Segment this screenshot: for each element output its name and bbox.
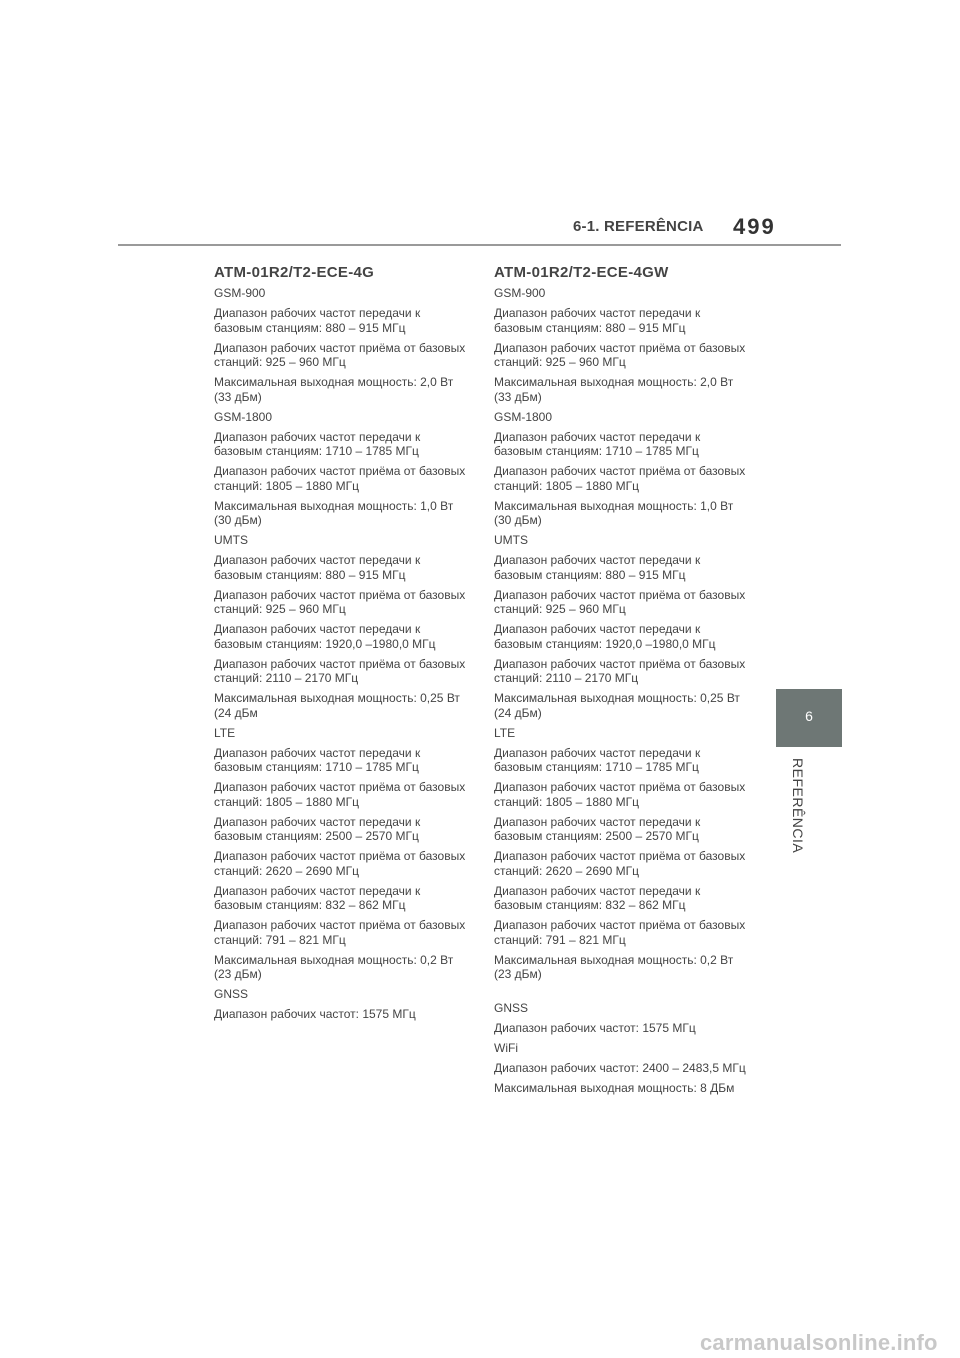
paragraph: Диапазон рабочих частот передачи к базовым станциям: 2500 – 2570 МГц (494, 814, 701, 843)
paragraph: Диапазон рабочих частот передачи к базовым станциям: 1710 – 1785 МГц (214, 429, 421, 458)
paragraph: Диапазон рабочих частот: 2400 – 2483,5 МГц (494, 1060, 746, 1075)
paragraph: LTE (494, 725, 516, 740)
paragraph: Диапазон рабочих частот приёма от базовых станций: 925 – 960 МГц (214, 587, 466, 616)
paragraph: GNSS (214, 987, 249, 1001)
paragraph: Максимальная выходная мощность: 8 ДБм (494, 1080, 735, 1095)
left-column (214, 264, 466, 1027)
paragraph: Диапазон рабочих частот приёма от базовых станций: 1805 – 1880 МГц (494, 780, 746, 809)
paragraph: Диапазон рабочих частот приёма от базовых станций: 791 – 821 МГц (214, 918, 466, 947)
paragraph: Диапазон рабочих частот приёма от базовых станций: 925 – 960 МГц (494, 587, 746, 616)
paragraph: Максимальная выходная мощность: 0,2 Вт (23 дБм) (494, 952, 734, 981)
paragraph: Диапазон рабочих частот передачи к базовым станциям: 2500 – 2570 МГц (214, 814, 421, 843)
paragraph: Диапазон рабочих частот передачи к базовым станциям: 880 – 915 МГц (214, 306, 421, 335)
paragraph: Диапазон рабочих частот передачи к базовым станциям: 832 – 862 МГц (214, 883, 421, 912)
page-number: 499 (733, 214, 776, 239)
right-column-title: ATM-01R2/T2-ECE-4GW (494, 264, 669, 281)
paragraph: Максимальная выходная мощность: 1,0 Вт (30 дБм) (494, 498, 734, 527)
paragraph: Диапазон рабочих частот передачи к базовым станциям: 1710 – 1785 МГц (494, 429, 701, 458)
paragraph: GSM-900 (494, 286, 546, 300)
paragraph: Диапазон рабочих частот передачи к базовым станциям: 1710 – 1785 МГц (214, 745, 421, 774)
paragraph: Диапазон рабочих частот передачи к базовым станциям: 1920,0 –1980,0 МГц (494, 622, 716, 651)
paragraph: Диапазон рабочих частот приёма от базовых станций: 2110 – 2170 МГц (494, 656, 746, 685)
paragraph: Максимальная выходная мощность: 0,2 Вт (23 дБм) (214, 952, 454, 981)
paragraph: Диапазон рабочих частот приёма от базовых станций: 925 – 960 МГц (214, 340, 466, 369)
paragraph: Максимальная выходная мощность: 2,0 Вт (33 дБм) (214, 375, 454, 404)
paragraph: Диапазон рабочих частот передачи к базовым станциям: 880 – 915 МГц (494, 553, 701, 582)
paragraph: Диапазон рабочих частот приёма от базовых станций: 2620 – 2690 МГц (214, 849, 466, 878)
paragraph: Диапазон рабочих частот приёма от базовых станций: 2620 – 2690 МГц (494, 849, 746, 878)
paragraph: Максимальная выходная мощность: 0,25 Вт (24 дБм) (494, 691, 740, 720)
paragraph: GSM-900 (214, 286, 266, 300)
paragraph: GSM-1800 (214, 409, 273, 424)
paragraph: Диапазон рабочих частот: 1575 МГц (494, 1020, 696, 1035)
paragraph: Диапазон рабочих частот приёма от базовых станций: 1805 – 1880 МГц (214, 780, 466, 809)
paragraph: UMTS (494, 533, 528, 547)
paragraph: Диапазон рабочих частот приёма от базовых станций: 1805 – 1880 МГц (494, 464, 746, 493)
paragraph: Диапазон рабочих частот приёма от базовых станций: 2110 – 2170 МГц (214, 656, 466, 685)
paragraph: Диапазон рабочих частот приёма от базовых станций: 925 – 960 МГц (494, 340, 746, 369)
header-divider (118, 244, 841, 246)
paragraph: Диапазон рабочих частот передачи к базовым станциям: 880 – 915 МГц (214, 553, 421, 582)
paragraph: UMTS (214, 533, 248, 547)
chapter-label (784, 758, 806, 878)
paragraph: Максимальная выходная мощность: 2,0 Вт (33 дБм) (494, 375, 734, 404)
left-column-title: ATM-01R2/T2-ECE-4G (214, 264, 375, 281)
paragraph: Диапазон рабочих частот приёма от базовых станций: 1805 – 1880 МГц (214, 464, 466, 493)
chapter-number: 6 (805, 708, 813, 724)
paragraph: GNSS (494, 1000, 529, 1015)
paragraph: WiFi (494, 1040, 518, 1055)
paragraph: Диапазон рабочих частот передачи к базовым станциям: 880 – 915 МГц (494, 306, 701, 335)
paragraph: Диапазон рабочих частот передачи к базовым станциям: 1710 – 1785 МГц (494, 745, 701, 774)
chapter-label-text: REFERÊNCIA (790, 758, 806, 854)
paragraph: LTE (214, 725, 236, 740)
chapter-tab[interactable] (776, 689, 842, 747)
paragraph: Максимальная выходная мощность: 1,0 Вт (30 дБм) (214, 498, 454, 527)
section-title: 6-1. REFERÊNCIA (573, 218, 704, 235)
paragraph: GSM-1800 (494, 409, 553, 424)
paragraph: Диапазон рабочих частот: 1575 МГц (214, 1007, 416, 1021)
paragraph: Диапазон рабочих частот передачи к базовым станциям: 1920,0 –1980,0 МГц (214, 622, 436, 651)
watermark: carmanualsonline.info (700, 1330, 938, 1355)
paragraph: Диапазон рабочих частот передачи к базовым станциям: 832 – 862 МГц (494, 883, 701, 912)
paragraph: Максимальная выходная мощность: 0,25 Вт (24 дБм (214, 691, 460, 720)
right-column (494, 264, 746, 1101)
paragraph: Диапазон рабочих частот приёма от базовых станций: 791 – 821 МГц (494, 918, 746, 947)
